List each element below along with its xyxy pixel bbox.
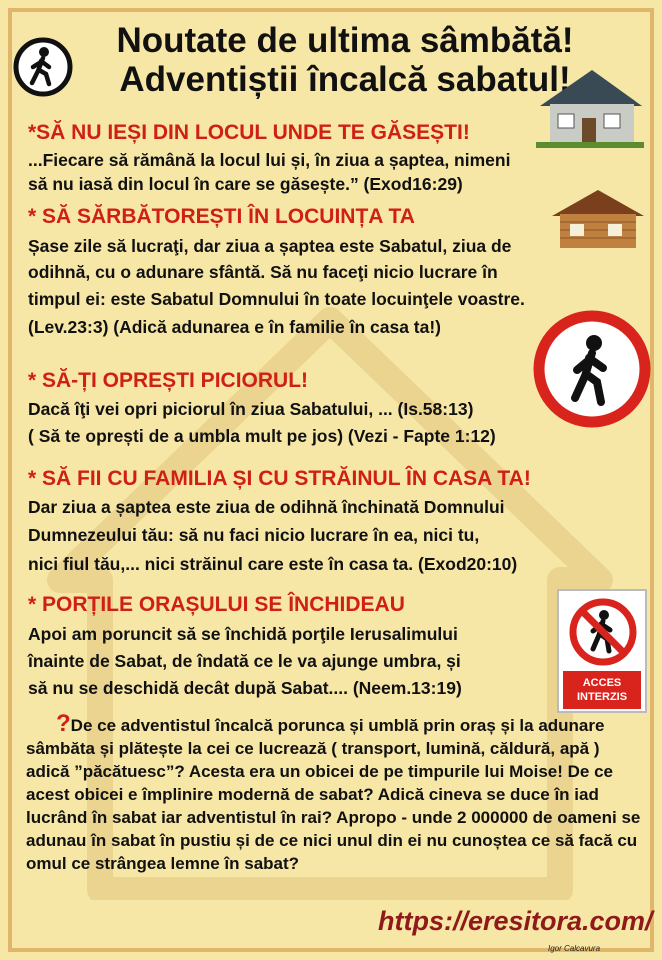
title-line-1: Noutate de ultima sâmbătă!: [116, 21, 574, 60]
question-mark: ?: [56, 710, 71, 737]
section-3-line-2: ( Să te oprești de a umbla mult pe jos) (Vezi - Fapte 1:12): [28, 426, 496, 446]
sign-label-line-2: INTERZIS: [576, 691, 628, 703]
no-entry-person-icon: [568, 597, 638, 667]
section-4-line-1: Dar ziua a șaptea este ziua de odihnă închinată Domnului: [28, 497, 505, 517]
website-link[interactable]: https://eresitora.com/: [378, 906, 653, 936]
section-1-line-1: ...Fiecare să rămână la locul lui și, în ziua a șaptea, nimeni: [28, 150, 511, 170]
section-1-line-2: să nu iasă din locul în care se găsește.” (Exod16:29): [28, 174, 463, 194]
section-2-line-1: Șase zile să lucraţi, dar ziua a șaptea este Sabatul, ziua de: [28, 236, 512, 256]
author-signature: Igor Calcavura: [548, 944, 601, 953]
no-pedestrians-icon: [533, 310, 651, 428]
section-5-line-3: să nu se deschidă decât după Sabat.... (Neem.13:19): [28, 678, 462, 698]
section-4-heading: * SĂ FII CU FAMILIA ȘI CU STRĂINUL ÎN CASA TA!: [28, 467, 531, 490]
section-3-line-1: Dacă îţi vei opri piciorul în ziua Sabatului, ... (Is.58:13): [28, 399, 474, 419]
section-5-heading: * PORȚILE ORAȘULUI SE ÎNCHIDEAU: [28, 593, 405, 616]
house-icon: [534, 66, 646, 148]
section-2-line-3: timpul ei: este Sabatul Domnului în toate locuinţele voastre.: [28, 289, 525, 309]
sign-label: [563, 671, 641, 709]
question-text: De ce adventistul încalcă porunca și umblă prin oraș și la adunare sâmbăta și plătește la cei ce lucrează ( transport, lumină, căldură, apă ) adică ”păcătuesc”? Acesta era un obicei de pe timpurile lui Moise! De ce acest obicei e împlinire modernă de sabat? Adică cineva se duce în iad lucrând în sabat iar adventistul în rai? Apropo - unde 2 000000 de oameni se adunau în sabat în pustiu și de ce nici unul din ei nu cunoștea ce să facă cu omul ce strângea lemne în sabat?: [26, 716, 641, 873]
question-paragraph: [26, 712, 646, 875]
section-4-line-3: nici fiul tău,... nici străinul care este în casa ta. (Exod20:10): [28, 554, 518, 574]
section-4-line-2: Dumnezeului tău: să nu faci nicio lucrare în ea, nici tu,: [28, 525, 480, 545]
cabin-icon: [548, 186, 648, 252]
section-2-line-2: odihnă, cu o adunare sfântă. Să nu faceţi nicio lucrare în: [28, 262, 498, 282]
section-3-heading: * SĂ-ȚI OPREȘTI PICIORUL!: [28, 369, 309, 392]
access-forbidden-sign: [557, 589, 647, 713]
section-5-line-1: Apoi am poruncit să se închidă porţile Ierusalimului: [28, 624, 458, 644]
title-line-2: Adventiștii încalcă sabatul!: [119, 60, 571, 99]
sign-label-line-1: ACCES: [582, 677, 622, 689]
section-2-heading: * SĂ SĂRBĂTOREȘTI ÎN LOCUINȚA TA: [28, 205, 415, 228]
section-5-line-2: înainte de Sabat, de îndată ce le va ajunge umbra, și: [28, 651, 461, 671]
section-1-heading: *SĂ NU IEȘI DIN LOCUL UNDE TE GĂSEȘTI!: [28, 121, 470, 144]
section-2-line-4: (Lev.23:3) (Adică adunarea e în familie în casa ta!): [28, 317, 442, 337]
